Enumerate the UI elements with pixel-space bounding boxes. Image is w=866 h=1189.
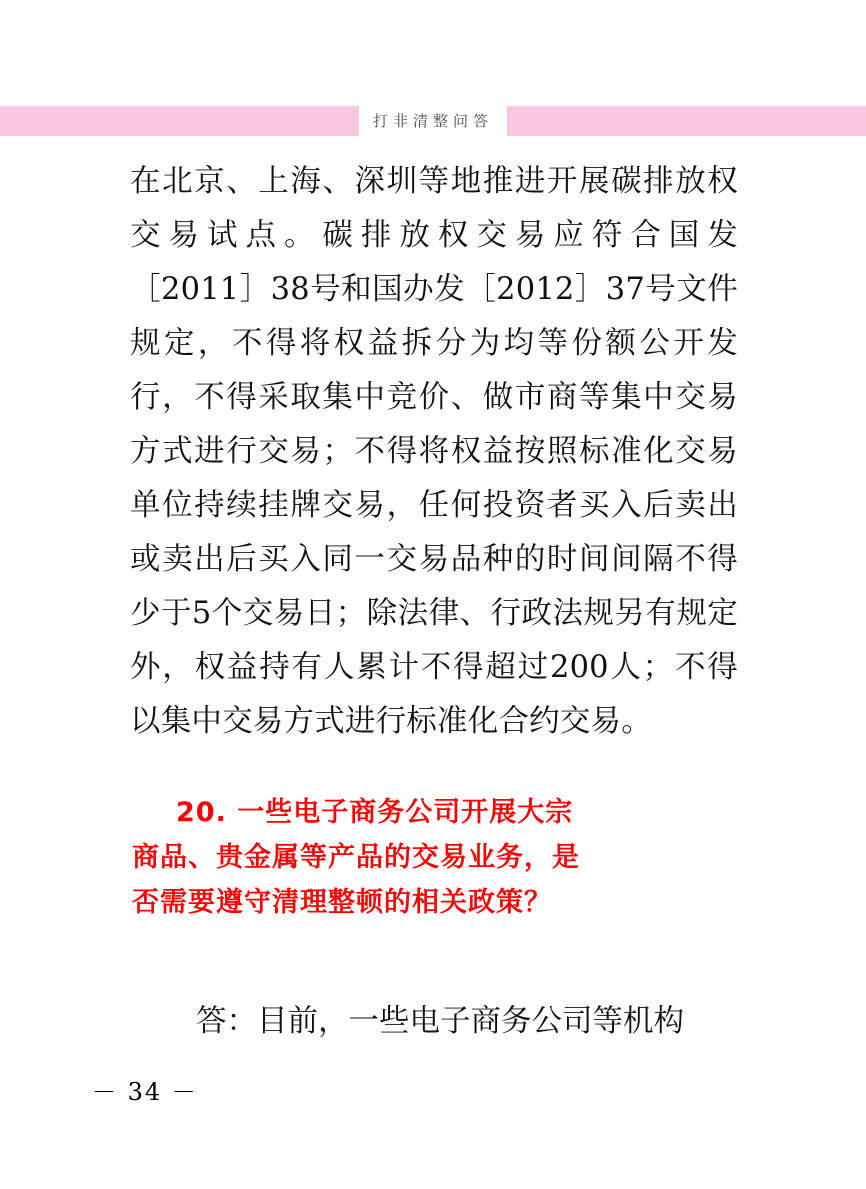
answer-paragraph: 答：目前，一些电子商务公司等机构 [196,1004,684,1039]
body-text-block [130,155,738,749]
page-header [0,106,866,136]
header-band-left [0,106,359,136]
header-title: 打非清整问答 [373,112,494,130]
question-line-1: 20. 一些电子商务公司开展大宗 [176,797,574,828]
question-heading [132,790,736,925]
header-band-right [507,106,866,136]
page-number: － 34 － [92,1078,198,1106]
body-paragraph: 在北京、上海、深圳等地推进开展碳排放权交易试点。碳排放权交易应符合国发［2011］38号和国办发［2012］37号文件规定，不得将权益拆分为均等份额公开发行，不得采取集中竞价、做市商等集中交易方式进行交易；不得将权益按照标准化交易单位持续挂牌交易，任何投资者买入后卖出或卖出后买入同一交易品种的时间间隔不得少于5个交易日；除法律、行政法规另有规定外，权益持有人累计不得超过200人；不得以集中交易方式进行标准化合约交易。 [130,164,738,739]
answer-block [130,995,738,1049]
question-line-3: 否需要遵守清理整顿的相关政策？ [132,887,552,918]
question-line-2: 商品、贵金属等产品的交易业务，是 [132,842,580,873]
